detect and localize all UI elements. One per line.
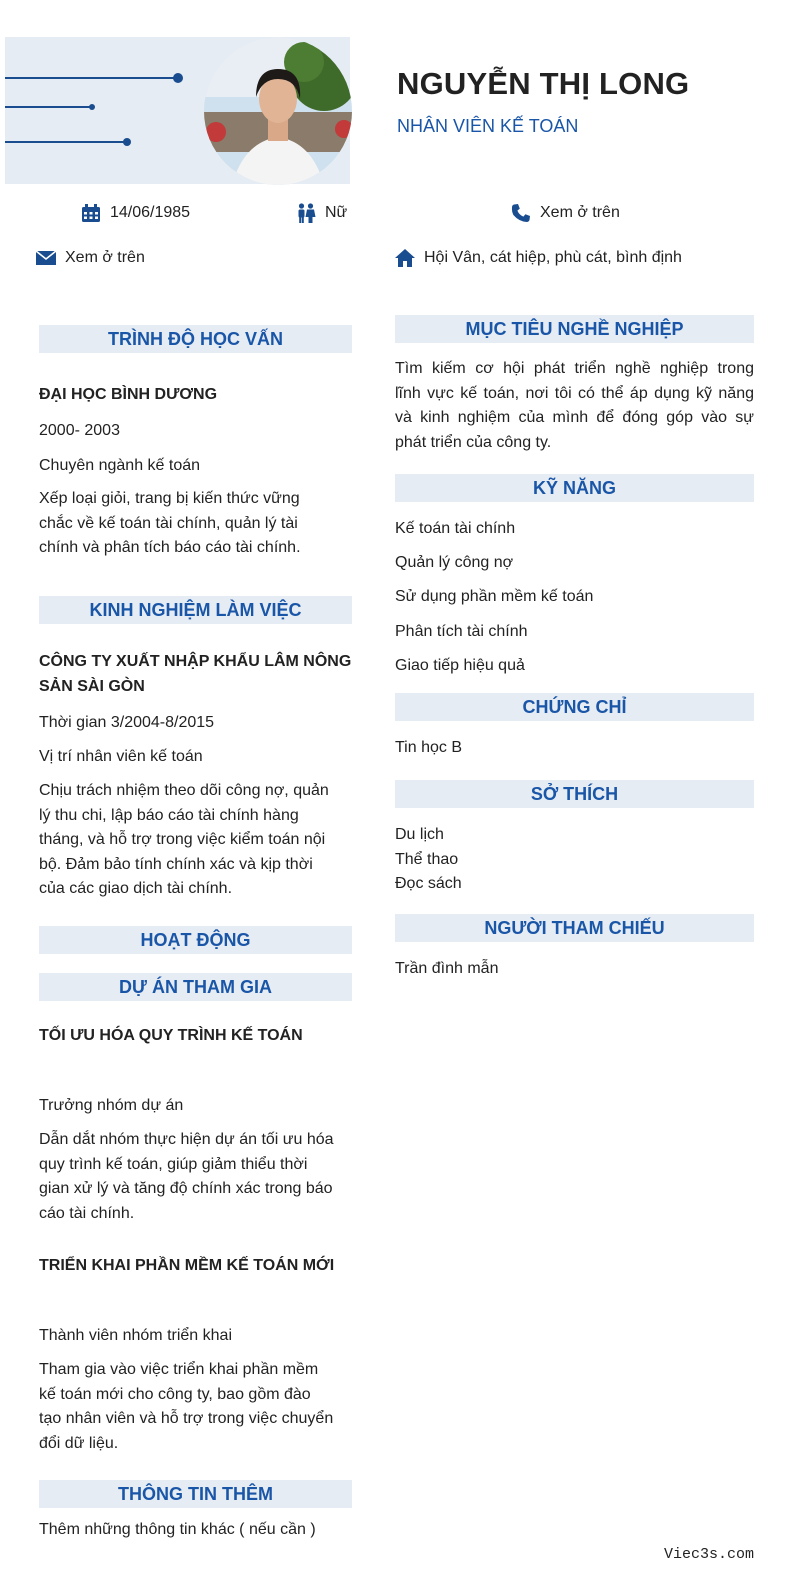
experience-period: Thời gian 3/2004-8/2015: [39, 714, 215, 731]
phone-icon: [510, 203, 532, 223]
skills-heading: KỸ NĂNG: [395, 474, 754, 502]
hobby-item: Du lịch: [395, 826, 444, 843]
home-icon: [394, 248, 416, 268]
certificates-heading: CHỨNG CHỈ: [395, 693, 754, 721]
calendar-icon: [80, 203, 102, 223]
job-title: NHÂN VIÊN KẾ TOÁN: [397, 116, 579, 136]
project-2-title: TRIỂN KHAI PHẦN MỀM KẾ TOÁN MỚI: [39, 1257, 335, 1274]
gender-info: [295, 203, 347, 223]
activities-heading: HOẠT ĐỘNG: [39, 926, 352, 954]
experience-company: CÔNG TY XUẤT NHẬP KHẨU LÂM NÔNG SẢN SÀI GÒN: [39, 653, 352, 695]
objective-text: Tìm kiếm cơ hội phát triển nghề nghiệp trong lĩnh vực kế toán, nơi tôi có thể áp dụng kỹ năng và kinh nghiệm của mình để đóng góp vào sự phát triển của công ty.: [395, 360, 754, 451]
project-1-title: TỐI ƯU HÓA QUY TRÌNH KẾ TOÁN: [39, 1027, 303, 1044]
skill-item: Kế toán tài chính: [395, 520, 516, 537]
experience-position: Vị trí nhân viên kế toán: [39, 748, 203, 765]
education-heading: TRÌNH ĐỘ HỌC VẤN: [39, 325, 352, 353]
education-period: 2000- 2003: [39, 422, 120, 439]
gender-value: Nữ: [325, 204, 348, 221]
experience-heading: KINH NGHIỆM LÀM VIỆC: [39, 596, 352, 624]
decor-dot-1: [173, 73, 183, 83]
email-value: Xem ở trên: [65, 249, 145, 266]
reference-item: Trần đình mẫn: [395, 960, 499, 977]
references-heading: NGƯỜI THAM CHIẾU: [395, 914, 754, 942]
skill-item: Giao tiếp hiệu quả: [395, 657, 525, 674]
gender-icon: [295, 203, 317, 223]
objective-heading: MỤC TIÊU NGHỀ NGHIỆP: [395, 315, 754, 343]
phone-info: [510, 203, 620, 223]
education-major: Chuyên ngành kế toán: [39, 457, 201, 474]
avatar: [204, 37, 352, 185]
brand-watermark: Viec3s.com: [663, 1546, 754, 1563]
extra-info-heading: THÔNG TIN THÊM: [39, 1480, 352, 1508]
hobby-item: Thể thao: [395, 850, 459, 868]
project-2-role: Thành viên nhóm triển khai: [39, 1327, 232, 1344]
decor-dot-2: [89, 104, 95, 110]
projects-heading: DỰ ÁN THAM GIA: [39, 973, 352, 1001]
skill-item: Sử dụng phần mềm kế toán: [395, 588, 594, 605]
full-name: NGUYỄN THỊ LONG: [397, 66, 690, 101]
envelope-icon: [35, 248, 57, 268]
decor-line-2: [5, 106, 91, 108]
birthday-value: 14/06/1985: [110, 204, 191, 221]
address-value: Hội Vân, cát hiệp, phù cát, bình định: [424, 249, 682, 266]
phone-value: Xem ở trên: [540, 204, 620, 221]
project-2-desc: Tham gia vào việc triển khai phần mềm kế toán mới cho công ty, bao gồm đào tạo nhân viên và hỗ trợ trong việc chuyển đổi dữ liệu.: [39, 1361, 334, 1452]
experience-desc: Chịu trách nhiệm theo dõi công nợ, quản lý thu chi, lập báo cáo tài chính hàng tháng, và hỗ trợ trong việc kiểm toán nội bộ. Đảm bảo tính chính xác và kịp thời của các giao dịch tài chính.: [39, 782, 329, 897]
education-school: ĐẠI HỌC BÌNH DƯƠNG: [39, 386, 218, 403]
skill-item: Quản lý công nợ: [395, 554, 514, 571]
email-info: [35, 248, 145, 268]
decor-dot-3: [123, 138, 131, 146]
certificate-item: Tin học B: [395, 739, 462, 756]
extra-info-text: Thêm những thông tin khác ( nếu cần ): [39, 1521, 316, 1538]
hobby-item: Đọc sách: [395, 875, 462, 892]
decor-line-3: [5, 141, 127, 143]
hobbies-heading: SỞ THÍCH: [395, 780, 754, 808]
decor-line-1: [5, 77, 177, 79]
birthday-info: [80, 203, 190, 223]
hobbies-list: [395, 823, 462, 897]
skill-item: Phân tích tài chính: [395, 623, 528, 640]
address-info: [394, 248, 682, 268]
project-1-role: Trưởng nhóm dự án: [39, 1097, 184, 1114]
project-1-desc: Dẫn dắt nhóm thực hiện dự án tối ưu hóa quy trình kế toán, giúp giảm thiểu thời gian xử lý và tăng độ chính xác trong báo cáo tài chính.: [39, 1131, 334, 1222]
education-desc: Xếp loại giỏi, trang bị kiến thức vững chắc về kế toán tài chính, quản lý tài chính và phân tích báo cáo tài chính.: [39, 490, 301, 556]
